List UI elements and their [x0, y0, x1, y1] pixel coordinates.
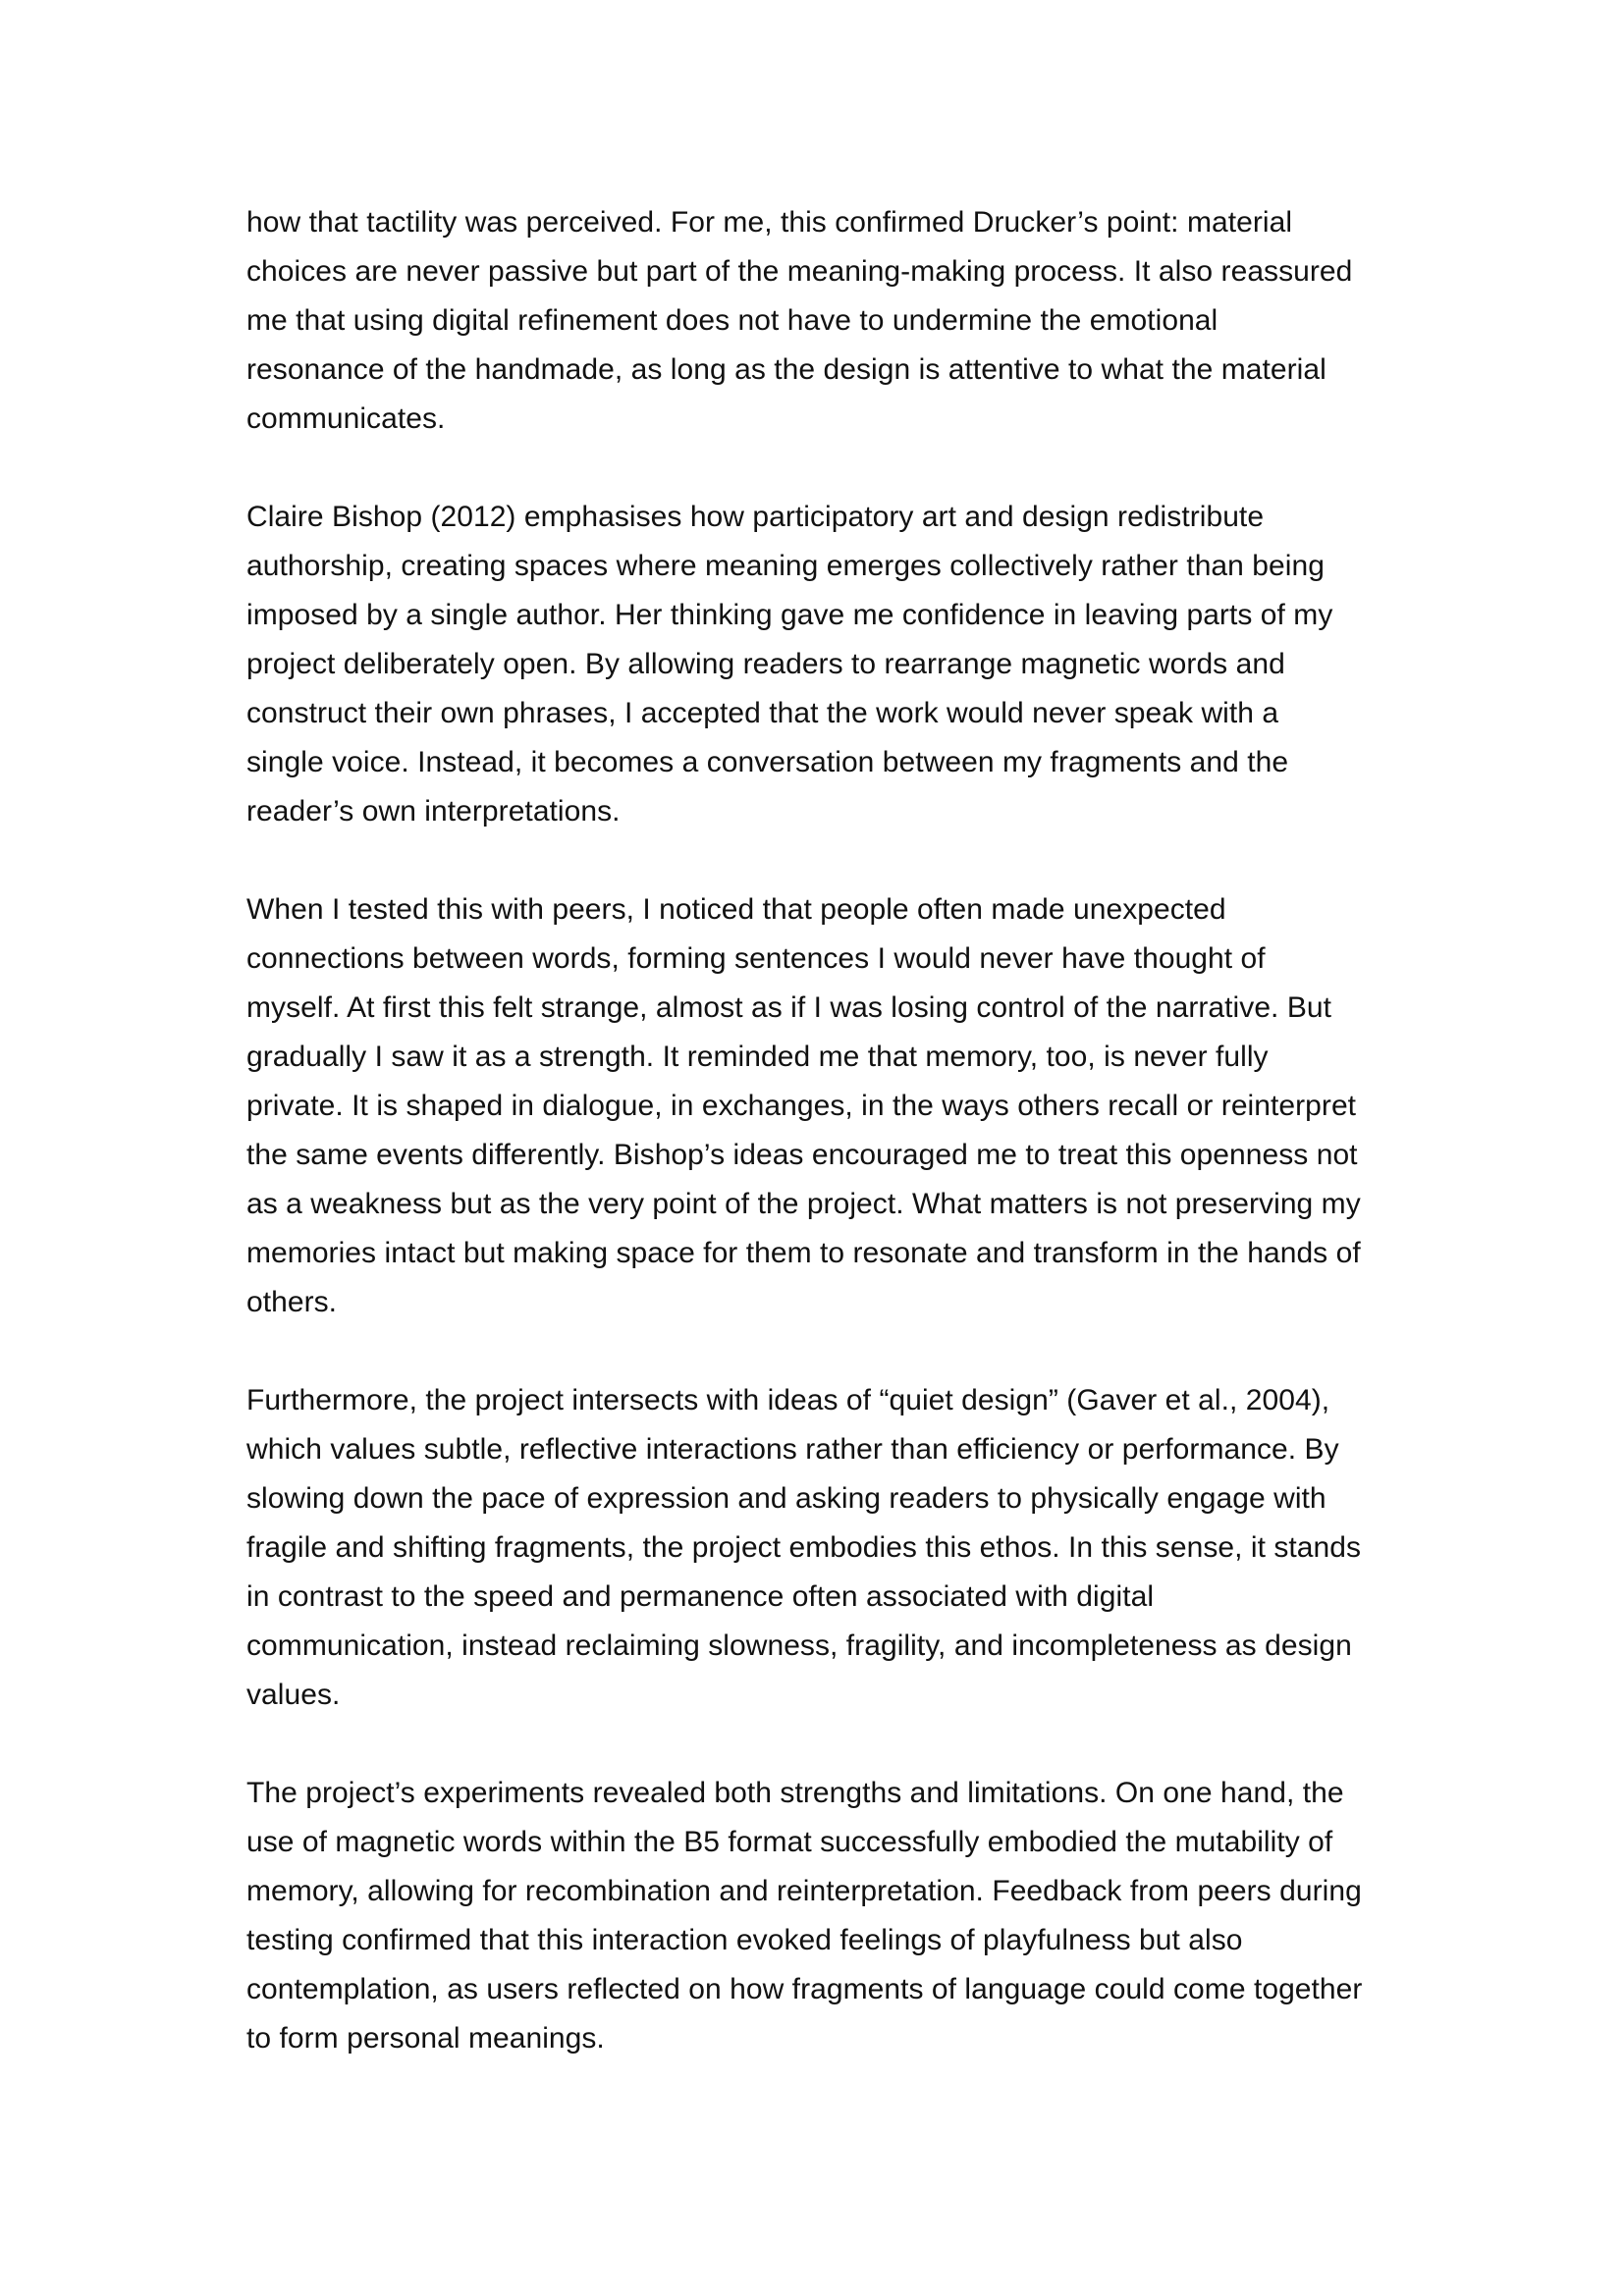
paragraph [246, 1769, 1400, 2063]
paragraph [246, 493, 1400, 836]
text-line: single voice. Instead, it becomes a conversation between my fragments and the [246, 746, 1289, 778]
text-line: gradually I saw it as a strength. It reminded me that memory, too, is never fully [246, 1041, 1269, 1073]
text-line: to form personal meanings. [246, 2022, 605, 2055]
text-line: communication, instead reclaiming slowness, fragility, and incompleteness as design [246, 1629, 1352, 1662]
text-line: use of magnetic words within the B5 format successfully embodied the mutability of [246, 1826, 1333, 1858]
text-line: memory, allowing for recombination and reinterpretation. Feedback from peers during [246, 1875, 1362, 1907]
paragraph [246, 198, 1400, 444]
paragraph [246, 1376, 1400, 1720]
text-line: in contrast to the speed and permanence often associated with digital [246, 1580, 1155, 1613]
text-line: project deliberately open. By allowing readers to rearrange magnetic words and [246, 648, 1285, 680]
text-line: values. [246, 1679, 341, 1711]
text-line: private. It is shaped in dialogue, in exchanges, in the ways others recall or reinterpret [246, 1090, 1357, 1122]
text-line: The project’s experiments revealed both strengths and limitations. On one hand, the [246, 1777, 1344, 1809]
text-line: me that using digital refinement does not have to undermine the emotional [246, 304, 1218, 337]
text-line: choices are never passive but part of the meaning-making process. It also reassured [246, 255, 1353, 288]
text-line: how that tactility was perceived. For me, this confirmed Drucker’s point: material [246, 206, 1293, 239]
text-line: the same events differently. Bishop’s ideas encouraged me to treat this openness not [246, 1139, 1358, 1171]
text-line: Claire Bishop (2012) emphasises how participatory art and design redistribute [246, 501, 1265, 533]
text-line: Furthermore, the project intersects with ideas of “quiet design” (Gaver et al., 2004), [246, 1384, 1330, 1416]
text-line: authorship, creating spaces where meaning emerges collectively rather than being [246, 550, 1325, 582]
text-line: imposed by a single author. Her thinking gave me confidence in leaving parts of my [246, 599, 1333, 631]
text-line: as a weakness but as the very point of the project. What matters is not preserving my [246, 1188, 1361, 1220]
text-line: myself. At first this felt strange, almost as if I was losing control of the narrative. But [246, 991, 1331, 1024]
body-text [246, 198, 1400, 2063]
text-line: contemplation, as users reflected on how fragments of language could come together [246, 1973, 1363, 2005]
text-line: memories intact but making space for them to resonate and transform in the hands of [246, 1237, 1361, 1269]
text-line: resonance of the handmade, as long as the design is attentive to what the material [246, 353, 1326, 386]
text-line: which values subtle, reflective interactions rather than efficiency or performance. By [246, 1433, 1339, 1466]
text-line: When I tested this with peers, I noticed that people often made unexpected [246, 893, 1226, 926]
text-line: construct their own phrases, I accepted that the work would never speak with a [246, 697, 1279, 729]
paragraph [246, 885, 1400, 1327]
text-line: slowing down the pace of expression and asking readers to physically engage with [246, 1482, 1326, 1515]
text-line: communicates. [246, 402, 446, 435]
text-line: connections between words, forming sentences I would never have thought of [246, 942, 1266, 975]
text-line: reader’s own interpretations. [246, 795, 621, 828]
text-line: testing confirmed that this interaction evoked feelings of playfulness but also [246, 1924, 1243, 1956]
text-line: others. [246, 1286, 338, 1318]
text-line: fragile and shifting fragments, the project embodies this ethos. In this sense, it stands [246, 1531, 1362, 1564]
